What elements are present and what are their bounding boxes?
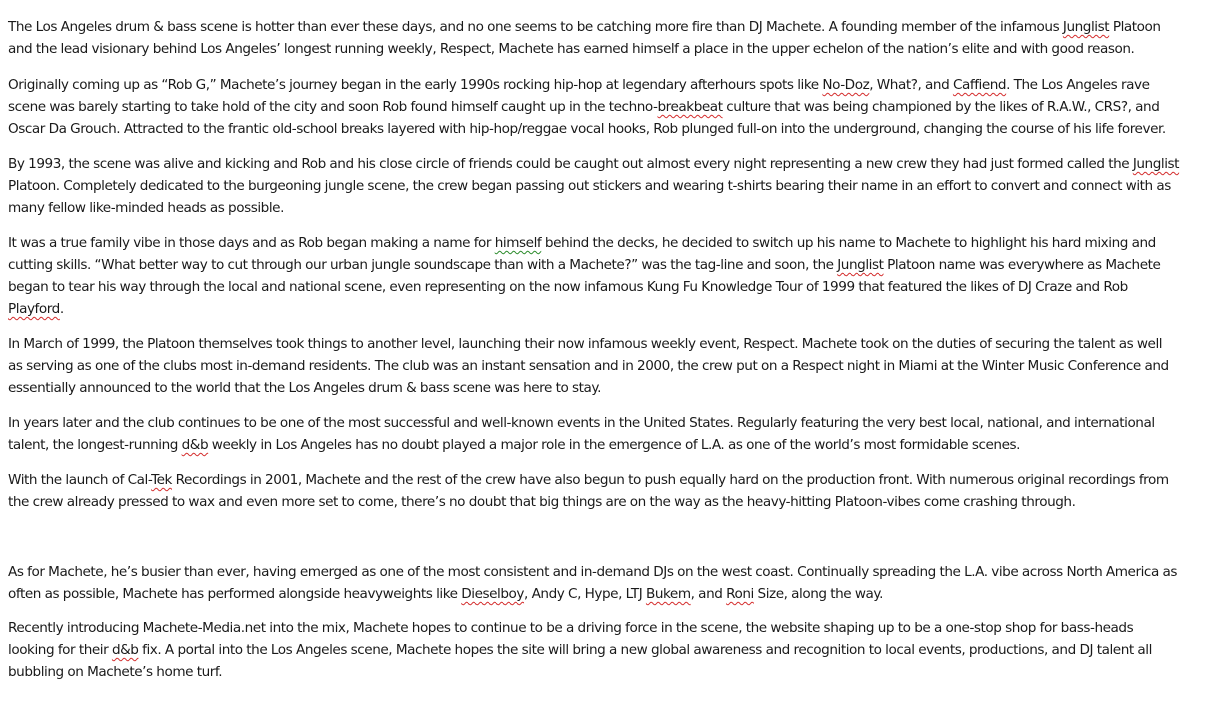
text-line bbox=[8, 469, 1213, 491]
text-run: cutting skills. “What better way to cut through our urban jungle soundscape than with a Machete?” was the tag-line and soon, the bbox=[8, 257, 838, 273]
text-run: Recently introducing Machete-Media.net into the mix, Machete hopes to continue to be a driving force in the scene, the website shaping up to be a one-stop shop for bass-heads bbox=[8, 620, 1134, 636]
text-line bbox=[8, 355, 1213, 377]
text-run: Platoon. Completely dedicated to the burgeoning jungle scene, the crew began passing out stickers and wearing t-shirts bearing their name in an effort to convert and connect with as bbox=[8, 178, 1171, 194]
text-line bbox=[8, 412, 1213, 434]
text-line bbox=[8, 661, 1213, 683]
spelling-flagged-word: Roni bbox=[726, 586, 754, 602]
text-line bbox=[8, 333, 1213, 355]
text-run: . The Los Angeles rave bbox=[1006, 77, 1150, 93]
text-run: Oscar Da Grouch. Attracted to the frantic old-school breaks layered with hip-hop/reggae vocal hooks, Rob plunged full-on into the underground, changing the course of his life forever. bbox=[8, 121, 1166, 137]
text-run: Originally coming up as “Rob G,” Machete’s journey began in the early 1990s rocking hip-hop at legendary afterhours spots like bbox=[8, 77, 823, 93]
spelling-flagged-word: Junglist bbox=[1132, 156, 1180, 172]
text-line bbox=[8, 232, 1213, 254]
text-run: , Andy C, Hype, LTJ bbox=[524, 586, 646, 602]
paragraph-busier bbox=[8, 561, 1213, 605]
text-run: culture that was being championed by the likes of R.A.W., CRS?, and bbox=[722, 99, 1160, 115]
spelling-flagged-word: Junglist bbox=[1062, 19, 1110, 35]
paragraph-respect-launch bbox=[8, 333, 1213, 399]
text-run: often as possible, Machete has performed alongside heavyweights like bbox=[8, 586, 462, 602]
text-line bbox=[8, 276, 1213, 298]
paragraph-origins bbox=[8, 74, 1213, 140]
text-run: as serving as one of the clubs most in-demand residents. The club was an instant sensation and in 2000, the crew put on a Respect night in Miami at the Winter Music Conference and bbox=[8, 358, 1169, 374]
text-run: Recordings in 2001, Machete and the rest of the crew have also begun to push equally hard on the production front. With numerous original recordings from bbox=[171, 472, 1169, 488]
text-line bbox=[8, 434, 1213, 456]
spelling-flagged-word: Playford bbox=[8, 301, 60, 317]
spelling-flagged-word: breakbeat bbox=[657, 99, 723, 115]
text-run: It was a true family vibe in those days and as Rob began making a name for bbox=[8, 235, 495, 251]
text-run: began to tear his way through the local and national scene, even representing on the now infamous Kung Fu Knowledge Tour of 1999 that featured the likes of DJ Craze and Rob bbox=[8, 279, 1128, 295]
text-line bbox=[8, 96, 1213, 118]
spelling-flagged-word: Bukem bbox=[645, 586, 691, 602]
text-run: essentially announced to the world that the Los Angeles drum & bass scene was here to stay. bbox=[8, 380, 601, 396]
text-run: looking for their bbox=[8, 642, 112, 658]
paragraph-1993 bbox=[8, 153, 1213, 219]
text-run: In March of 1999, the Platoon themselves took things to another level, launching their now infamous weekly event, Respect. Machete took on the duties of securing the talent as well bbox=[8, 336, 1163, 352]
text-run: , and bbox=[690, 586, 727, 602]
grammar-flagged-word: himself bbox=[494, 235, 542, 251]
text-line bbox=[8, 16, 1213, 38]
text-run: Platoon name was everywhere as Machete bbox=[883, 257, 1161, 273]
spelling-flagged-word: d&b bbox=[181, 437, 209, 453]
text-run: In years later and the club continues to be one of the most successful and well-known events in the United States. Regularly featuring the very best local, national, and international bbox=[8, 415, 1155, 431]
text-line bbox=[8, 74, 1213, 96]
paragraph-years-later bbox=[8, 412, 1213, 456]
text-line bbox=[8, 377, 1213, 399]
text-run: Size, along the way. bbox=[753, 586, 883, 602]
spelling-flagged-word: Dieselboy bbox=[461, 586, 525, 602]
text-line bbox=[8, 583, 1213, 605]
text-line bbox=[8, 254, 1213, 276]
text-line bbox=[8, 298, 1213, 320]
text-line bbox=[8, 561, 1213, 583]
text-line bbox=[8, 153, 1213, 175]
spelling-flagged-word: Tek bbox=[151, 472, 172, 488]
text-line bbox=[8, 639, 1213, 661]
text-line bbox=[8, 38, 1213, 60]
text-run: and the lead visionary behind Los Angeles’ longest running weekly, Respect, Machete has earned himself a place in the upper echelon of the nation’s elite and with good reason. bbox=[8, 41, 1135, 57]
text-run: The Los Angeles drum & bass scene is hotter than ever these days, and no one seems to be catching more fire than DJ Machete. A founding member of the infamous bbox=[8, 19, 1063, 35]
spelling-flagged-word: No-Doz bbox=[822, 77, 870, 93]
text-run: many fellow like-minded heads as possible. bbox=[8, 200, 284, 216]
text-line bbox=[8, 617, 1213, 639]
text-run: By 1993, the scene was alive and kicking and Rob and his close circle of friends could be caught out almost every night representing a new crew they had just formed called the bbox=[8, 156, 1133, 172]
text-line bbox=[8, 491, 1213, 513]
text-line bbox=[8, 197, 1213, 219]
paragraph-family-vibe bbox=[8, 232, 1213, 320]
text-run: , What?, and bbox=[869, 77, 953, 93]
text-run: As for Machete, he’s busier than ever, having emerged as one of the most consistent and in-demand DJs on the west coast. Continually spreading the L.A. vibe across North America as bbox=[8, 564, 1178, 580]
text-line bbox=[8, 118, 1213, 140]
paragraph-machete-media bbox=[8, 617, 1213, 683]
paragraph-intro bbox=[8, 16, 1213, 60]
spelling-flagged-word: Junglist bbox=[837, 257, 884, 273]
text-run: talent, the longest-running bbox=[8, 437, 182, 453]
text-line bbox=[8, 175, 1213, 197]
text-run: . bbox=[59, 301, 64, 317]
spelling-flagged-word: d&b bbox=[111, 642, 139, 658]
text-run: behind the decks, he decided to switch up his name to Machete to highlight his hard mixing and bbox=[541, 235, 1156, 251]
text-run: the crew already pressed to wax and even more set to come, there’s no doubt that big things are on the way as the heavy-hitting Platoon-vibes come crashing through. bbox=[8, 494, 1076, 510]
text-run: weekly in Los Angeles has no doubt played a major role in the emergence of L.A. as one of the world’s most formidable scenes. bbox=[208, 437, 1020, 453]
paragraph-caltek bbox=[8, 469, 1213, 513]
text-run: bubbling on Machete’s home turf. bbox=[8, 664, 223, 680]
text-run: With the launch of Cal- bbox=[8, 472, 152, 488]
text-run: Platoon bbox=[1109, 19, 1161, 35]
spelling-flagged-word: Caffiend bbox=[952, 77, 1007, 93]
text-run: scene was barely starting to take hold of the city and soon Rob found himself caught up in the techno- bbox=[8, 99, 658, 115]
text-run: fix. A portal into the Los Angeles scene, Machete hopes the site will bring a new global awareness and recognition to local events, productions, and DJ talent all bbox=[138, 642, 1152, 658]
